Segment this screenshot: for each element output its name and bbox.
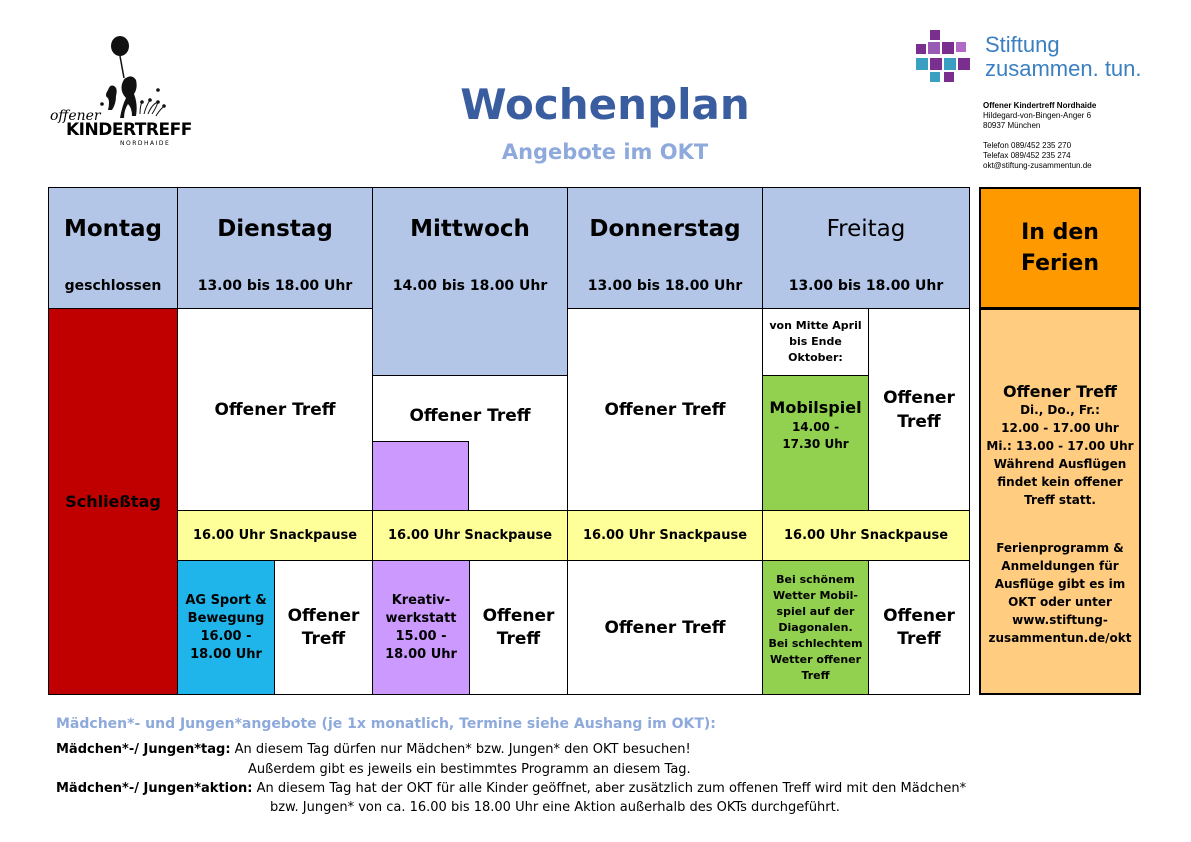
donnerstag-offener-treff xyxy=(567,308,763,511)
address-city: 80937 München xyxy=(983,121,1041,130)
mittwoch-snack-label: 16.00 Uhr Snackpause xyxy=(387,528,553,543)
mobilspiel-title: Mobilspiel xyxy=(769,398,862,417)
time-donnerstag: 13.00 bis 18.00 Uhr xyxy=(587,278,743,294)
dienstag-snack-label: 16.00 Uhr Snackpause xyxy=(192,528,358,543)
mittwoch-snackpause xyxy=(372,510,568,561)
dienstag-offener-treff-2 xyxy=(274,560,373,695)
day-name-mittwoch: Mittwoch xyxy=(410,216,530,242)
ferien-l4: Während Ausflügen findet kein offener Treff statt. xyxy=(993,457,1127,507)
mittwoch-purple-block xyxy=(372,441,469,511)
footer-aktion-text: An diesem Tag hat der OKT für alle Kinder geöffnet, aber zusätzlich zum offenen Treff wird mit den Mädchen* xyxy=(252,781,967,796)
donnerstag-open2-label: Offener Treff xyxy=(604,617,726,638)
mittwoch-open2-label: Offener Treff xyxy=(482,605,555,649)
mittwoch-kreativwerkstatt xyxy=(372,560,470,695)
donnerstag-snackpause xyxy=(567,510,763,561)
ferien-open-title: Offener Treff xyxy=(1003,382,1117,401)
ag-sport-label: AG Sport & Bewegung 16.00 - 18.00 Uhr xyxy=(185,592,267,662)
dienstag-snackpause xyxy=(177,510,373,561)
page-subtitle: Angebote im OKT xyxy=(501,140,709,164)
dienstag-offener-treff xyxy=(177,308,373,511)
dienstag-ag-sport xyxy=(177,560,275,695)
ferien-header xyxy=(979,187,1141,309)
footer-aktion-line2: bzw. Jungen* von ca. 16.00 bis 18.00 Uhr eine Aktion außerhalb des OKTs durchgeführt. xyxy=(270,800,840,815)
header-donnerstag xyxy=(567,187,763,309)
logo-text-kindertreff: KINDERTREFF xyxy=(66,120,192,140)
footer-tag-line2: Außerdem gibt es jeweils ein bestimmtes Programm an diesem Tag. xyxy=(248,762,691,777)
address-street: Hildegard-von-Bingen-Anger 6 xyxy=(983,111,1092,120)
stiftung-logo-line2: zusammen. tun. xyxy=(985,56,1142,81)
logo-text-offener: offener xyxy=(50,108,101,124)
ferien-title: In den Ferien xyxy=(1020,220,1100,276)
day-name-montag: Montag xyxy=(63,216,163,242)
time-dienstag: 13.00 bis 18.00 Uhr xyxy=(197,278,353,294)
logo-text-nordhaide: NORDHAIDE xyxy=(120,140,171,147)
address-block xyxy=(983,101,1096,171)
mittwoch-offener-treff-2 xyxy=(469,560,568,695)
freitag-offener-treff-2 xyxy=(868,560,970,695)
header-montag xyxy=(48,187,178,309)
dienstag-open-label: Offener Treff xyxy=(214,399,336,420)
donnerstag-open-label: Offener Treff xyxy=(604,399,726,420)
ferien-program: Ferienprogramm & Anmeldungen für Ausflüge gibt es im OKT oder unter www.stiftung-zusammentun.de/okt xyxy=(988,541,1132,645)
time-montag: geschlossen xyxy=(64,278,162,294)
footer-aktion-line xyxy=(56,781,966,796)
donnerstag-snack-label: 16.00 Uhr Snackpause xyxy=(582,528,748,543)
kreativwerkstatt-label: Kreativ-werkstatt 15.00 - 18.00 Uhr xyxy=(385,592,457,662)
freitag-saison xyxy=(762,308,869,376)
ferien-l2: 12.00 - 17.00 Uhr xyxy=(1001,421,1119,435)
header-dienstag xyxy=(177,187,373,309)
freitag-wetter-label: Bei schönem Wetter Mobil-spiel auf der Diagonalen. Bei schlechtem Wetter offener Treff xyxy=(768,572,863,682)
header-mittwoch xyxy=(372,187,568,376)
donnerstag-offener-treff-2 xyxy=(567,560,763,695)
address-fax: Telefax 089/452 235 274 xyxy=(983,151,1071,160)
stiftung-logo-line1: Stiftung xyxy=(985,32,1060,57)
footer-tag-line xyxy=(56,742,691,757)
stiftung-logo-mark xyxy=(916,30,972,82)
freitag-saison-label: von Mitte April bis Ende Oktober: xyxy=(769,319,862,364)
schliesstag-label: Schließtag xyxy=(65,492,161,511)
freitag-mobilspiel xyxy=(762,375,869,511)
montag-schliesstag xyxy=(48,308,178,695)
day-name-dienstag: Dienstag xyxy=(217,216,333,242)
ferien-l3: Mi.: 13.00 - 17.00 Uhr xyxy=(986,439,1134,453)
time-freitag: 13.00 bis 18.00 Uhr xyxy=(788,278,944,294)
freitag-snack-label: 16.00 Uhr Snackpause xyxy=(783,528,949,543)
footer-aktion-label: Mädchen*-/ Jungen*aktion: xyxy=(56,781,253,796)
mobilspiel-time: 14.00 - 17.30 Uhr xyxy=(782,420,849,451)
freitag-offener-treff xyxy=(868,308,970,511)
freitag-wetter xyxy=(762,560,869,695)
dienstag-open2-label: Offener Treff xyxy=(287,605,360,649)
ferien-l1: Di., Do., Fr.: xyxy=(1020,403,1100,417)
freitag-open-label: Offener Treff xyxy=(883,387,955,432)
day-name-freitag: Freitag xyxy=(826,216,906,242)
footer-tag-text: An diesem Tag dürfen nur Mädchen* bzw. Jungen* den OKT besuchen! xyxy=(230,742,691,757)
address-org: Offener Kindertreff Nordhaide xyxy=(983,101,1097,110)
address-email[interactable]: okt@stiftung-zusammentun.de xyxy=(983,161,1092,170)
footer-tag-label: Mädchen*-/ Jungen*tag: xyxy=(56,742,231,757)
address-phone: Telefon 089/452 235 270 xyxy=(983,141,1072,150)
freitag-open2-label: Offener Treff xyxy=(883,605,955,649)
mittwoch-open-label: Offener Treff xyxy=(409,406,531,426)
header-freitag xyxy=(762,187,970,309)
page-title: Wochenplan xyxy=(460,80,750,129)
time-mittwoch: 14.00 bis 18.00 Uhr xyxy=(392,278,548,294)
footer-heading: Mädchen*- und Jungen*angebote (je 1x monatlich, Termine siehe Aushang im OKT): xyxy=(56,716,716,732)
day-name-donnerstag: Donnerstag xyxy=(589,216,741,242)
freitag-snackpause xyxy=(762,510,970,561)
ferien-body xyxy=(979,308,1141,695)
